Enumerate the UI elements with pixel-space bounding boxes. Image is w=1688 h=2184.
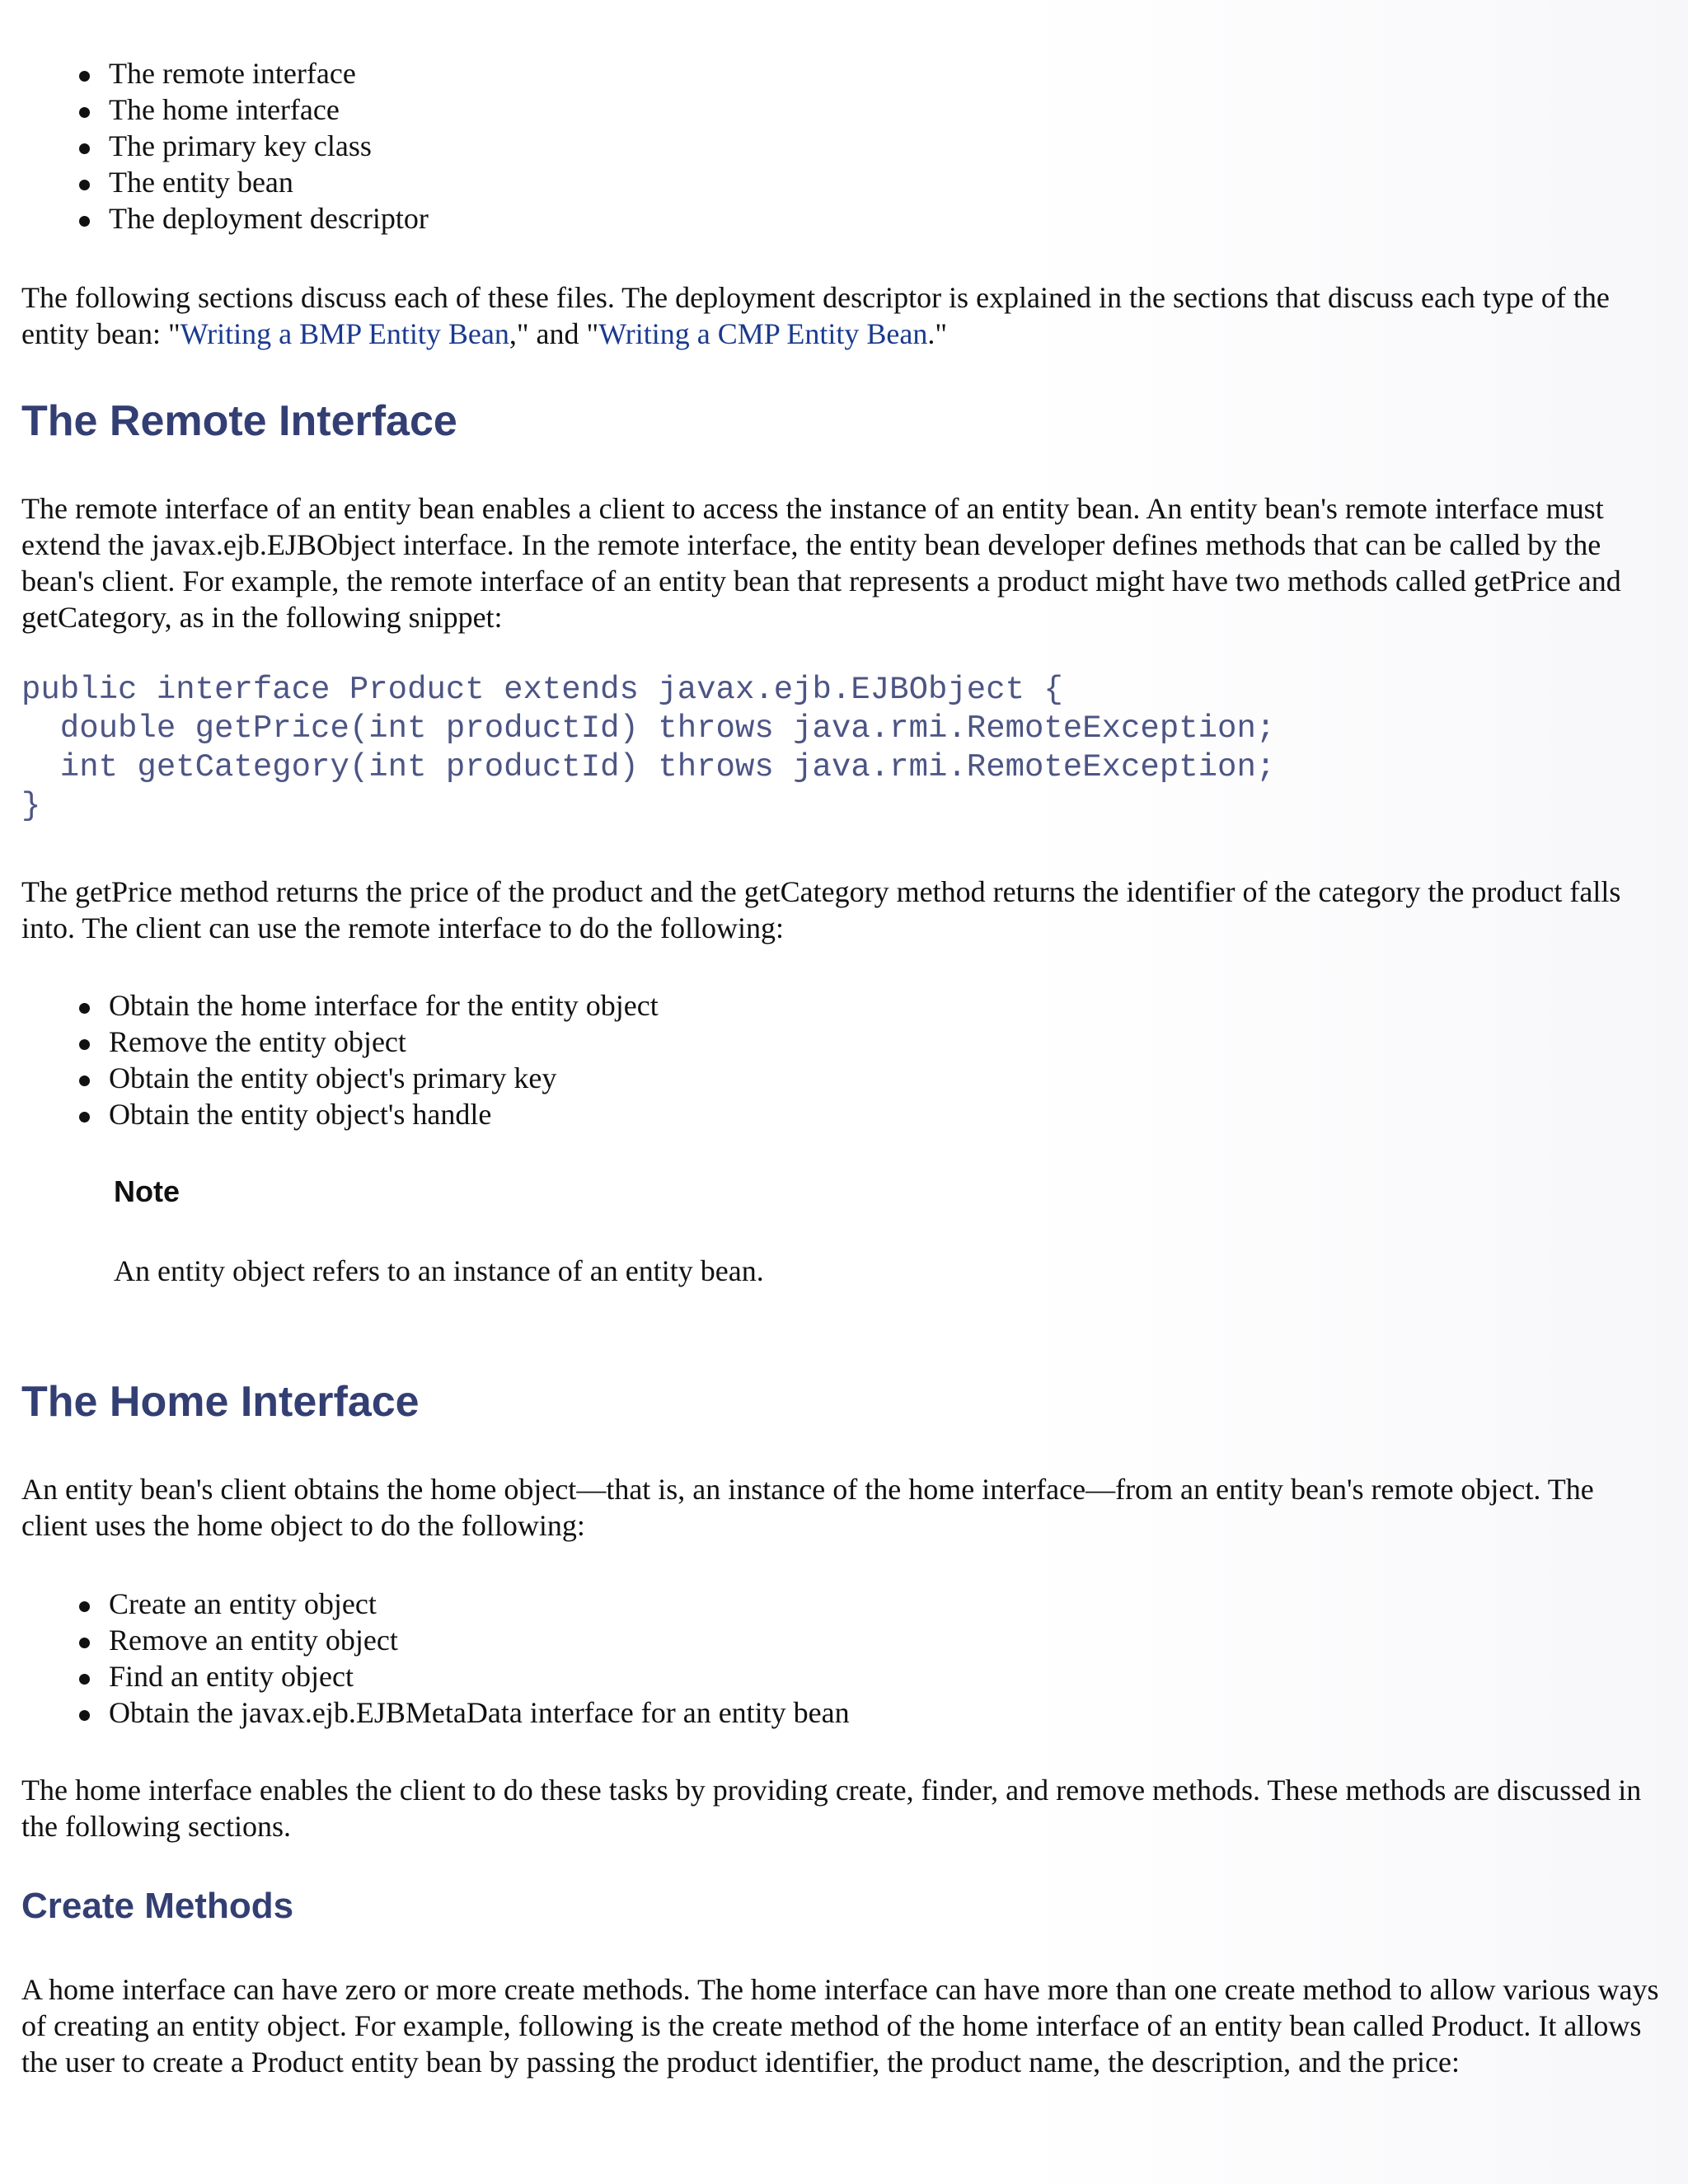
code-line: int getCategory(int productId) throws java.rmi.RemoteException; — [21, 749, 1276, 785]
list-item: Obtain the javax.ejb.EJBMetaData interface for an entity bean — [21, 1694, 1667, 1731]
list-item: Obtain the entity object's primary key — [21, 1060, 1667, 1096]
heading-remote-interface: The Remote Interface — [21, 397, 457, 445]
note-box — [114, 1174, 1667, 1289]
intro-text-before: The following sections discuss each of these files. The deployment descriptor is explained in the sections that discuss each type of the entity bean: " — [21, 281, 1610, 350]
remote-interface-paragraph-2: The getPrice method returns the price of the product and the getCategory method returns the identifier of the category the product falls into. The client can use the remote interface to do the following: — [21, 875, 1621, 944]
list-item: Obtain the home interface for the entity object — [21, 987, 1667, 1024]
list-item: Find an entity object — [21, 1658, 1667, 1694]
list-item: The deployment descriptor — [21, 200, 1667, 237]
list-item: The remote interface — [21, 55, 1667, 91]
intro-file-list — [21, 55, 1667, 237]
home-interface-paragraph: An entity bean's client obtains the home object—that is, an instance of the home interface—from an entity bean's remote object. The client uses the home object to do the following: — [21, 1473, 1594, 1542]
list-item: The entity bean — [21, 164, 1667, 200]
code-line: double getPrice(int productId) throws java.rmi.RemoteException; — [21, 710, 1276, 747]
list-item: Obtain the entity object's handle — [21, 1096, 1667, 1132]
intro-paragraph — [21, 279, 1667, 352]
list-item: The primary key class — [21, 128, 1667, 164]
list-item: The home interface — [21, 91, 1667, 128]
heading-home-interface: The Home Interface — [21, 1378, 420, 1426]
list-item: Remove an entity object — [21, 1622, 1667, 1658]
link-writing-bmp-entity-bean[interactable]: Writing a BMP Entity Bean — [180, 317, 509, 350]
note-title: Note — [114, 1174, 180, 1208]
home-interface-paragraph-2: The home interface enables the client to do these tasks by providing create, finder, and remove methods. These methods are discussed in the following sections. — [21, 1774, 1642, 1843]
remote-interface-code-snippet — [21, 671, 1667, 826]
intro-text-after: ." — [927, 317, 948, 350]
code-line: public interface Product extends javax.ejb.EJBObject { — [21, 672, 1063, 708]
list-item: Remove the entity object — [21, 1024, 1667, 1060]
heading-create-methods: Create Methods — [21, 1886, 294, 1926]
home-interface-capabilities-list — [21, 1586, 1667, 1731]
code-line: } — [21, 788, 41, 824]
link-writing-cmp-entity-bean[interactable]: Writing a CMP Entity Bean — [598, 317, 928, 350]
list-item: Create an entity object — [21, 1586, 1667, 1622]
remote-interface-paragraph: The remote interface of an entity bean enables a client to access the instance of an entity bean. An entity bean's remote interface must extend the javax.ejb.EJBObject interface. In the remote interface, the entity bean developer defines methods that can be called by the bean's client. For example, the remote interface of an entity bean that represents a product might have two methods called getPrice and getCategory, as in the following snippet: — [21, 492, 1621, 634]
create-methods-paragraph: A home interface can have zero or more create methods. The home interface can have more than one create method to allow various ways of creating an entity object. For example, following is the create method of the home interface of an entity bean called Product. It allows the user to create a Product entity bean by passing the product identifier, the product name, the description, and the price: — [21, 1973, 1659, 2079]
note-text: An entity object refers to an instance of an entity bean. — [114, 1254, 764, 1287]
intro-text-between: ," and " — [509, 317, 599, 350]
remote-interface-capabilities-list — [21, 987, 1667, 1132]
